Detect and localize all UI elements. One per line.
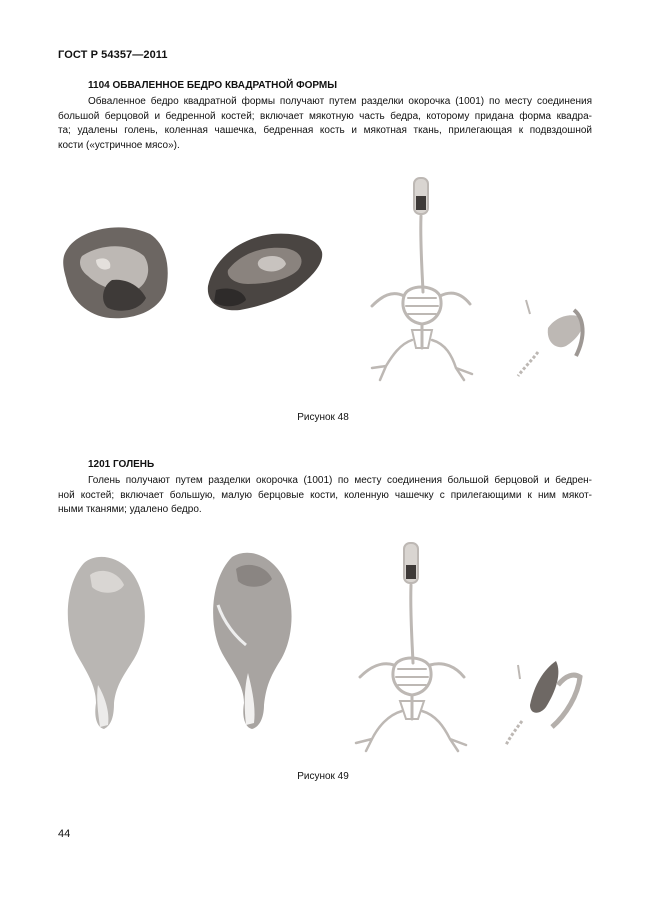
drumstick-bone-detail (506, 661, 580, 745)
boneless-thigh-photo-1 (63, 227, 168, 318)
text-line: ными тканями; удалено бедро. (58, 504, 202, 516)
section-title-1201: 1201 ГОЛЕНЬ (88, 459, 155, 470)
chicken-skeleton-diagram (372, 178, 472, 380)
section-text-1201 (58, 474, 592, 518)
figure-caption-48: Рисунок 48 (297, 412, 349, 423)
text-line: Голень получают путем разделки окорочка (1001) по месту соединения большой берцовой и бедрен- (88, 475, 592, 486)
text-line: большой берцовой и бедренной костей; включает мякотную часть бедра, которому придана форма квадра- (58, 110, 592, 122)
chicken-skeleton-diagram (356, 543, 466, 751)
figure-49 (0, 535, 646, 765)
cut-detail-diagram (518, 300, 583, 376)
text-line: ной костей; включает большую, малую берцовые кости, коленную чашечку с прилегающими к ним мякот- (58, 489, 592, 501)
boneless-thigh-photo-2 (208, 234, 322, 311)
drumstick-photo-1 (68, 557, 145, 729)
figure-48 (0, 160, 646, 400)
document-code: ГОСТ Р 54357—2011 (58, 49, 168, 61)
text-line: та; удалены голень, коленная чашечка, бедренная кость и мякотная ткань, прилегающая к подвздошной (58, 125, 592, 137)
text-line: кости («устричное мясо»). (58, 139, 180, 151)
drumstick-photo-2 (213, 553, 291, 729)
page-number: 44 (58, 828, 71, 840)
text-line: Обваленное бедро квадратной формы получают путем разделки окорочка (1001) по месту соединения (88, 96, 592, 107)
section-title-1104: 1104 ОБВАЛЕННОЕ БЕДРО КВАДРАТНОЙ ФОРМЫ (88, 80, 338, 91)
figure-caption-49: Рисунок 49 (297, 771, 349, 782)
section-text-1104 (58, 95, 592, 153)
